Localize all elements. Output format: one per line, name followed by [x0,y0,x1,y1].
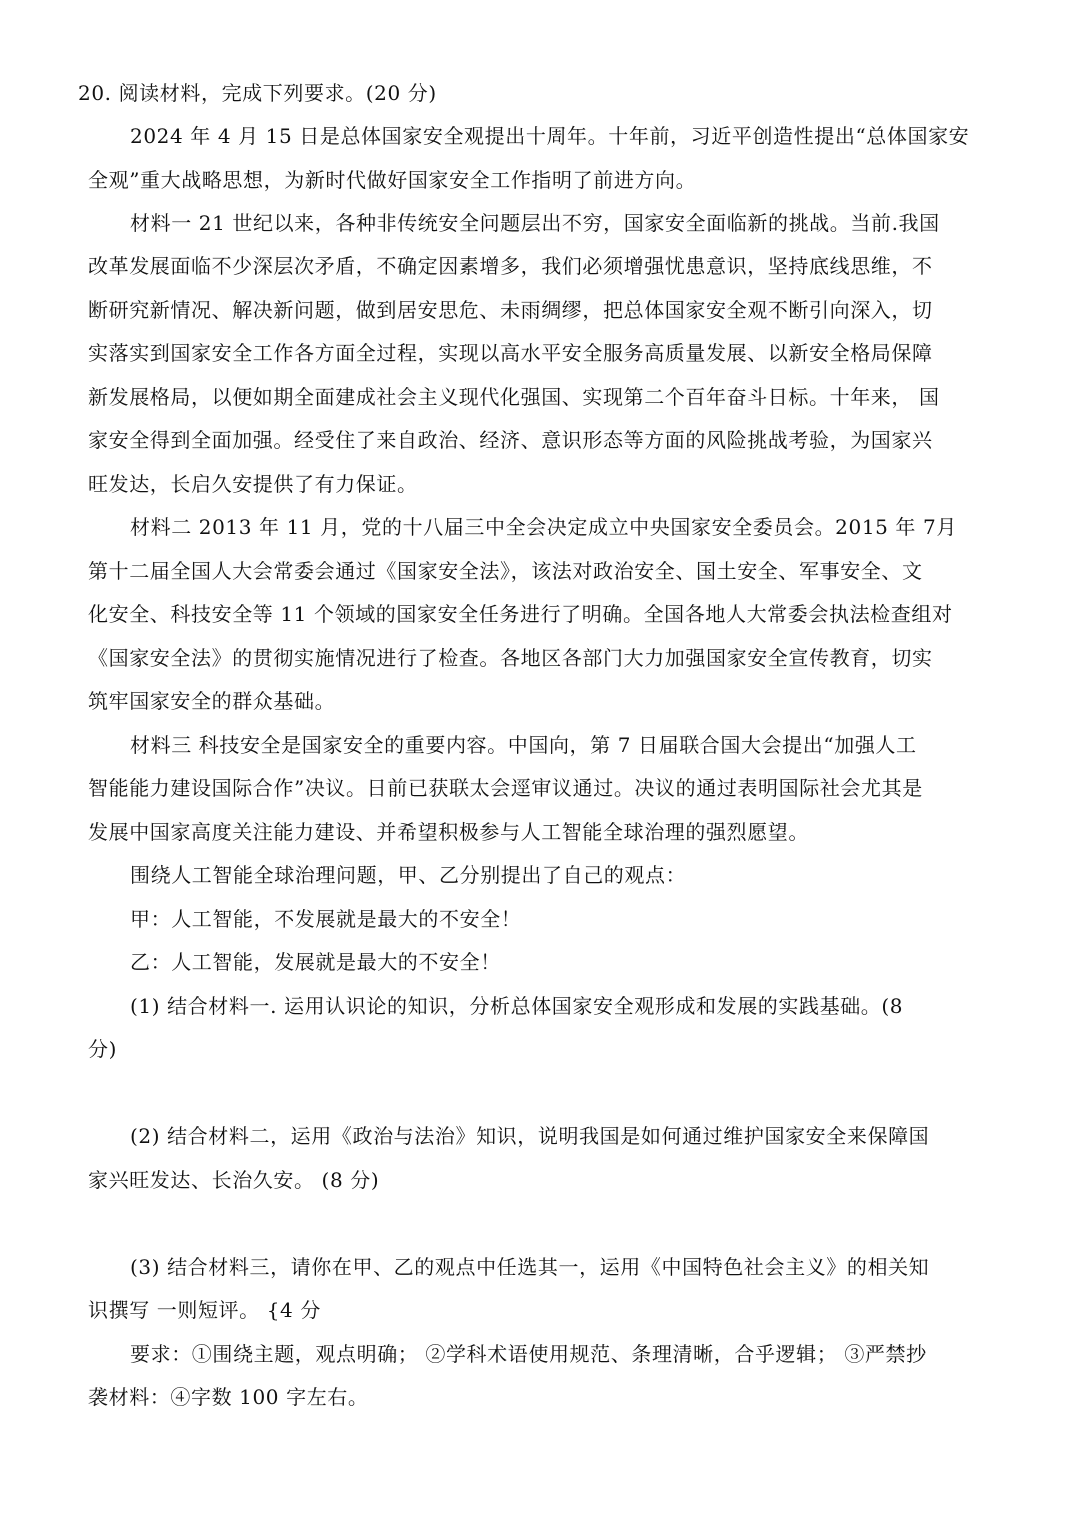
sub-question-3-line-2: 识撰写 一则短评。 {4 分 [88,1298,321,1322]
material-1-line-1: 材料一 21 世纪以来，各种非传统安全问题层出不穷，国家安全面临新的挑战。当前.我国 [130,211,940,235]
viewpoint-jia: 甲：人工智能，不发展就是最大的不安全！ [130,907,522,931]
sub-question-1-line-1: (1) 结合材料一. 运用认识论的知识，分析总体国家安全观形成和发展的实践基础。(8 [130,994,904,1018]
requirements-line-2: 袭材料：④字数 100 字左右。 [88,1385,369,1409]
material-2-line-4: 《国家安全法》的贯彻实施情况进行了检查。各地区各部门大力加强国家安全宣传教育，切实 [88,646,933,670]
material-1-line-2: 改革发展面临不少深层次矛盾，不确定因素增多，我们必须增强忧患意识，坚持底线思维，不 [88,254,933,278]
intro-line-2: 全观”重大战略思想，为新时代做好国家安全工作指明了前进方向。 [88,168,697,192]
material-1-line-7: 旺发达，长启久安提供了有力保证。 [88,472,418,496]
material-1-line-3: 断研究新情况、解决新问题，做到居安思危、未雨绸缪，把总体国家安全观不断引向深入，切 [88,298,933,322]
requirements-line-1: 要求：①围绕主题，观点明确； ②学科术语使用规范、条理清晰，合乎逻辑； ③严禁抄 [130,1342,927,1366]
material-3-line-1: 材料三 科技安全是国家安全的重要内容。中国向，第 7 日届联合国大会提出“加强人工 [130,733,917,757]
sub-question-2-line-2: 家兴旺发达、长治久安。 (8 分) [88,1168,380,1192]
viewpoints-intro: 围绕人工智能全球治理问题，甲、乙分别提出了自己的观点： [130,863,687,887]
sub-question-1-line-2: 分) [88,1037,118,1061]
material-1-line-4: 实落实到国家安全工作各方面全过程，实现以高水平安全服务高质量发展、以新安全格局保障 [88,341,933,365]
material-3-line-2: 智能能力建设国际合作”决议。日前已获联太会逕审议通过。决议的通过表明国际社会尤其是 [88,776,923,800]
material-1-line-6: 家安全得到全面加强。经受住了来自政治、经济、意识形态等方面的风险挑战考验，为国家兴 [88,428,933,452]
sub-question-3-line-1: (3) 结合材料三，请你在甲、乙的观点中任选其一，运用《中国特色社会主义》的相关知 [130,1255,930,1279]
question-header: 20. 阅读材料，完成下列要求。(20 分) [78,81,437,105]
material-2-line-1: 材料二 2013 年 11 月，党的十八届三中全会决定成立中央国家安全委员会。2015 年 7月 [130,515,957,539]
material-2-line-5: 筑牢国家安全的群众基础。 [88,689,336,713]
material-3-line-3: 发展中国家高度关注能力建设、并希望积极参与人工智能全球治理的强烈愿望。 [88,820,809,844]
material-2-line-3: 化安全、科技安全等 11 个领域的国家安全任务进行了明确。全国各地人大常委会执法检查组对 [88,602,953,626]
viewpoint-yi: 乙：人工智能，发展就是最大的不安全！ [130,950,501,974]
intro-line-1: 2024 年 4 月 15 日是总体国家安全观提出十周年。十年前，习近平创造性提出“总体国家安 [130,124,970,148]
material-1-line-5: 新发展格局，以便如期全面建成社会主义现代化强国、实现第二个百年奋斗日标。十年来， 国 [88,385,940,409]
material-2-line-2: 第十二届全国人大会常委会通过《国家安全法》，该法对政治安全、国土安全、军事安全、文 [88,559,923,583]
sub-question-2-line-1: (2) 结合材料二，运用《政治与法治》知识，说明我国是如何通过维护国家安全来保障国 [130,1124,930,1148]
